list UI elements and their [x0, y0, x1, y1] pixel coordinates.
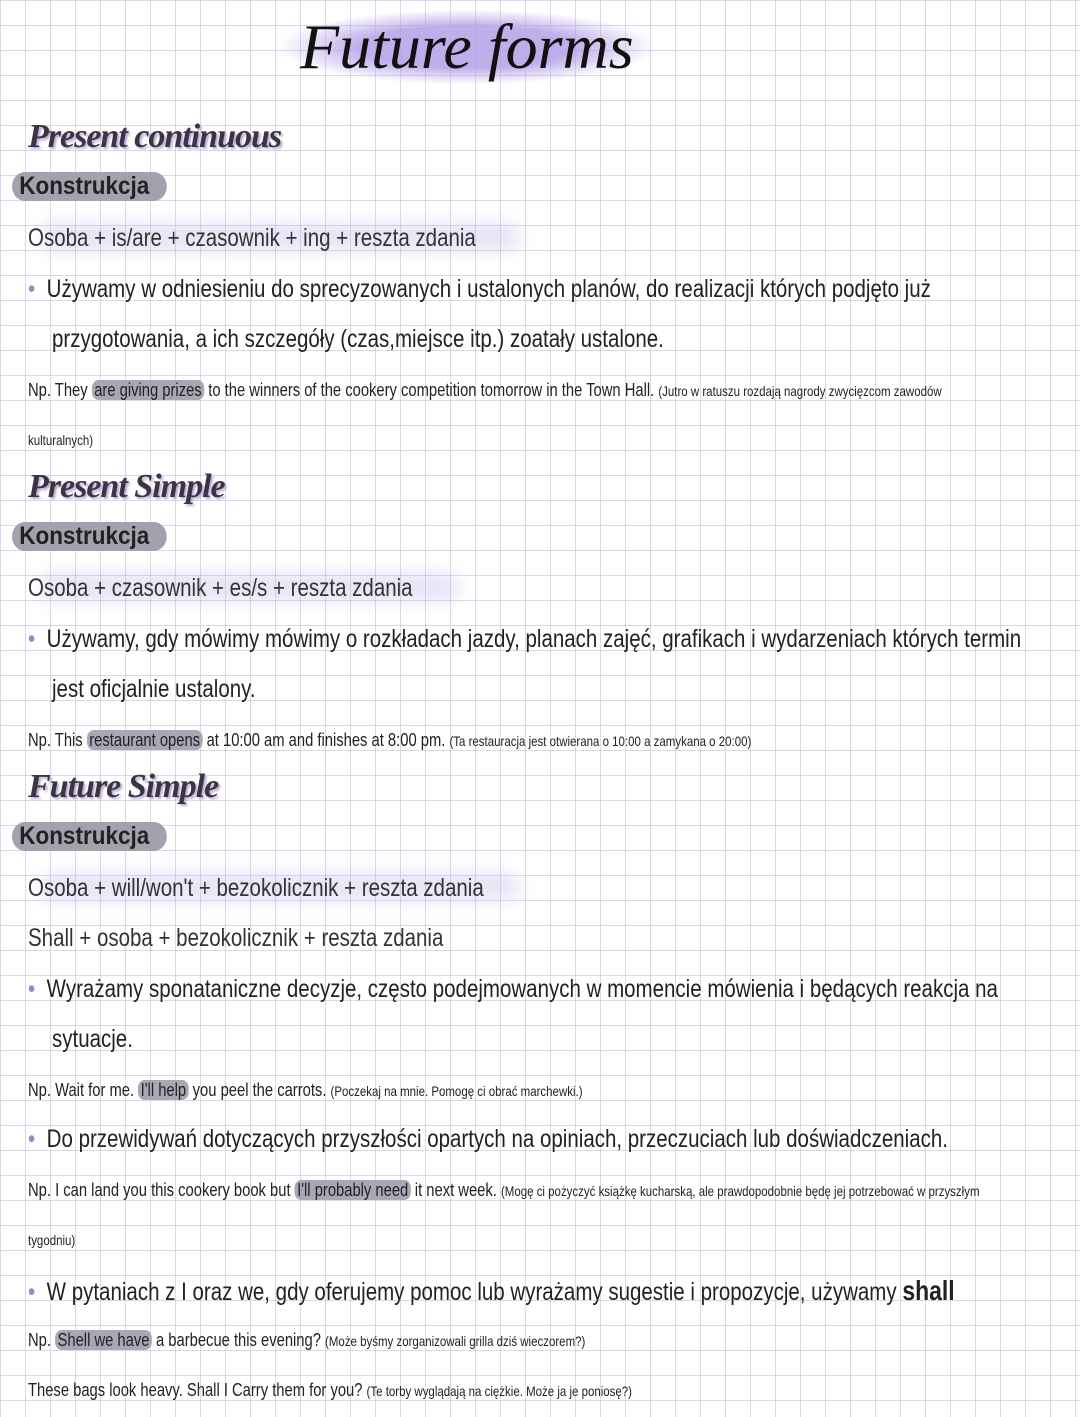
translation: (Jutro w ratuszu rozdają nagrody zwycięzcom zawodów [658, 383, 942, 399]
bullet: • W pytaniach z I oraz we, gdy oferujemy pomoc lub wyrażamy sugestie i propozycje, używamy shall [28, 1275, 955, 1306]
page-title: Future forms [280, 10, 654, 84]
highlight: Shell we have [55, 1330, 152, 1350]
formula: Osoba + czasownik + es/s + reszta zdania [28, 574, 413, 602]
bullet: • Do przewidywań dotyczących przyszłości opartych na opiniach, przeczuciach lub doświadczeniach. [28, 1125, 948, 1153]
formula-2: Shall + osoba + bezokolicznik + reszta zdania [28, 924, 444, 952]
construction-label: Konstrukcja [12, 172, 167, 201]
example: Np. They are giving prizes to the winners of the cookery competition tomorrow in the Town Hall. (Jutro w ratuszu rozdają nagrody zwycięzcom zawodów [28, 380, 942, 400]
highlight: restaurant opens [87, 730, 203, 750]
heading-present-continuous: Present continuous [28, 118, 282, 155]
bullet: • Używamy, gdy mówimy mówimy o rozkładach jazdy, planach zajęć, grafikach i wydarzeniach których termin [28, 625, 1022, 653]
example: Np. I can land you this cookery book but I'll probably need it next week. (Mogę ci pożyczyć książkę kucharską, ale prawdopodobnie będę jej potrzebować w przyszłym [28, 1180, 980, 1200]
bullet: • Używamy w odniesieniu do sprecyzowanych i ustalonych planów, do realizacji których podjęto już [28, 275, 931, 303]
bullet: • Wyrażamy sponataniczne decyzje, często podejmowanych w momencie mówienia i będących reakcja na [28, 975, 998, 1003]
construction-label: Konstrukcja [12, 822, 167, 851]
translation: (Mogę ci pożyczyć książkę kucharską, ale prawdopodobnie będę jej potrzebować w przyszłym [500, 1183, 980, 1199]
example: These bags look heavy. Shall I Carry them for you? (Te torby wyglądają na ciężkie. Może ja je poniosę?) [28, 1380, 633, 1400]
construction-label: Konstrukcja [12, 522, 167, 551]
formula: Osoba + will/won't + bezokolicznik + reszta zdania [28, 874, 484, 902]
translation: (Ta restauracja jest otwierana o 10:00 a zamykana o 20:00) [449, 733, 752, 749]
translation-cont: tygodniu) [28, 1232, 76, 1248]
bullet-icon: • [28, 1278, 36, 1306]
highlight: are giving prizes [92, 380, 204, 400]
example: Np. Shell we have a barbecue this evening? (Może byśmy zorganizowali grilla dziś wieczorem?) [28, 1330, 586, 1350]
example: Np. Wait for me. I'll help you peel the carrots. (Poczekaj na mnie. Pomogę ci obrać marchewki.) [28, 1080, 583, 1100]
bullet-icon: • [28, 275, 36, 303]
example: Np. This restaurant opens at 10:00 am and finishes at 8:00 pm. (Ta restauracja jest otwierana o 10:00 a zamykana o 20:00) [28, 730, 752, 750]
formula: Osoba + is/are + czasownik + ing + reszta zdania [28, 224, 476, 252]
highlight: I'll probably need [295, 1180, 411, 1200]
bullet-icon: • [28, 1125, 36, 1153]
translation: (Poczekaj na mnie. Pomogę ci obrać marchewki.) [330, 1083, 583, 1099]
translation-cont: kulturalnych) [28, 432, 94, 448]
highlight: I'll help [138, 1080, 188, 1100]
bullet-cont: jest oficjalnie ustalony. [52, 675, 256, 703]
translation: (Te torby wyglądają na ciężkie. Może ja je poniosę?) [366, 1383, 633, 1399]
bullet-icon: • [28, 625, 36, 653]
bullet-icon: • [28, 975, 36, 1003]
heading-present-simple: Present Simple [28, 468, 225, 505]
bullet-cont: sytuacje. [52, 1025, 133, 1053]
bullet-cont: przygotowania, a ich szczegóły (czas,miejsce itp.) zoatały ustalone. [52, 325, 664, 353]
heading-future-simple: Future Simple [28, 768, 219, 805]
translation: (Może byśmy zorganizowali grilla dziś wieczorem?) [325, 1333, 586, 1349]
